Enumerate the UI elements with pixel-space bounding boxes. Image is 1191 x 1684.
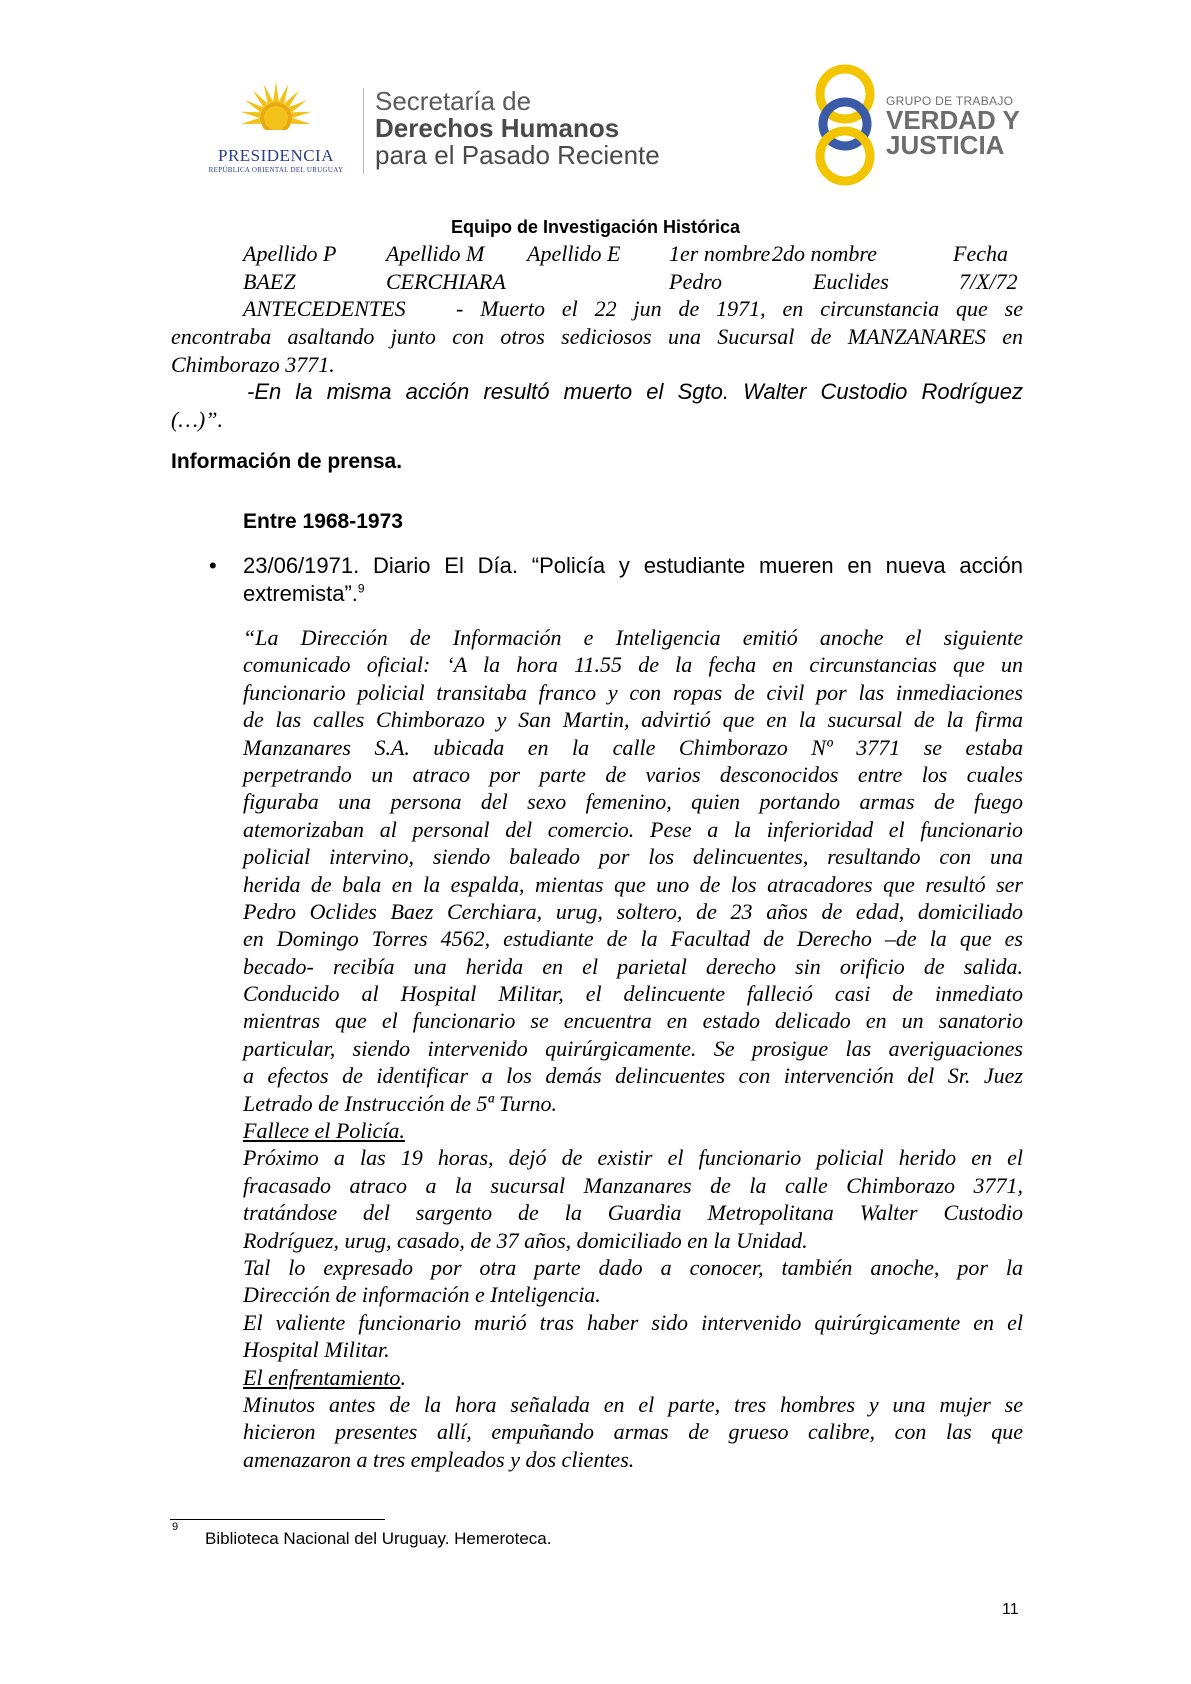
secretaria-line3: para el Pasado Reciente bbox=[375, 140, 660, 170]
quote-line: de las calles Chimborazo y San Martin, advirtió que en la sucursal de la firma bbox=[243, 707, 1023, 733]
antecedentes-line1: - Muerto el 22 jun de 1971, en circunstancia que se bbox=[456, 296, 1023, 321]
antecedentes-label: ANTECEDENTES bbox=[243, 296, 406, 321]
rings-icon bbox=[810, 62, 880, 187]
footnote-rule bbox=[170, 1519, 385, 1520]
gtvj-line1: VERDAD Y bbox=[886, 105, 1020, 135]
quote-line: tratándose del sargento de la Guardia Metropolitana Walter Custodio bbox=[243, 1200, 1023, 1226]
record-header-2: Apellido M bbox=[386, 241, 485, 266]
gtvj-label bbox=[886, 94, 1020, 158]
record-value-6: 7/X/72 bbox=[959, 269, 1018, 294]
quote-line: El valiente funcionario murió tras haber sido intervenido quirúrgicamente en el bbox=[243, 1309, 1023, 1335]
presidencia-subtitle: REPÚBLICA ORIENTAL DEL URUGUAY bbox=[208, 166, 344, 174]
quote-line: amenazaron a tres empleados y dos clientes. bbox=[243, 1446, 635, 1472]
bullet-line2 bbox=[243, 581, 365, 607]
quote-line: Próximo a las 19 horas, dejó de existir el funcionario policial herido en el bbox=[243, 1145, 1023, 1171]
quote-line: Conducido al Hospital Militar, el delincuente falleció casi de inmediato bbox=[243, 981, 1023, 1007]
quote-line: Tal lo expresado por otra parte dado a conocer, también anoche, por la bbox=[243, 1254, 1023, 1280]
record-value-1: BAEZ bbox=[243, 269, 296, 294]
quote-line: herida de bala en la espalda, mientas que uno de los atracadores que resultó ser bbox=[243, 871, 1023, 897]
secretaria-line2: Derechos Humanos bbox=[375, 113, 620, 143]
record-header-1: Apellido P bbox=[243, 241, 337, 266]
accion-line2: (…)”. bbox=[171, 407, 223, 432]
quote-line: Dirección de información e Inteligencia. bbox=[243, 1282, 601, 1308]
quote-line: perpetrando un atraco por parte de varios desconocidos entre los cuales bbox=[243, 761, 1023, 787]
presidencia-label: PRESIDENCIA bbox=[217, 146, 334, 165]
record-header-6: Fecha bbox=[953, 241, 1008, 266]
bullet-line2-text: extremista”. bbox=[243, 581, 358, 606]
section-title: Información de prensa. bbox=[171, 450, 403, 473]
record-value-5: Euclides bbox=[813, 269, 889, 294]
record-value-4: Pedro bbox=[669, 269, 722, 294]
quote-line: en Domingo Torres 4562, estudiante de la Facultad de Derecho –de la que es bbox=[243, 926, 1023, 952]
record-header-5: 2do nombre bbox=[772, 241, 877, 266]
page-number: 11 bbox=[1002, 1601, 1019, 1618]
quote-line: particular, siendo intervenido quirúrgicamente. Se prosigue las averiguaciones bbox=[243, 1035, 1023, 1061]
subhead-enfrentamiento-text: El enfrentamiento bbox=[243, 1364, 401, 1390]
gtvj-small: GRUPO DE TRABAJO bbox=[886, 94, 1014, 108]
antecedentes-line3: Chimborazo 3771. bbox=[171, 352, 335, 377]
bullet-symbol: • bbox=[209, 553, 217, 578]
footnote-number: 9 bbox=[172, 1521, 179, 1533]
footnote-ref: 9 bbox=[357, 581, 365, 596]
quote-line: becado- recibía una herida en el parietal derecho sin orificio de salida. bbox=[243, 953, 1023, 979]
secretaria-title bbox=[375, 88, 660, 169]
subsection-title: Entre 1968-1973 bbox=[243, 510, 403, 533]
quote-line: fracasado atraco a la sucursal Manzanares de la calle Chimborazo 3771, bbox=[243, 1172, 1023, 1198]
team-heading: Equipo de Investigación Histórica bbox=[450, 217, 741, 237]
presidencia-logo bbox=[196, 80, 356, 180]
quote-line: Letrado de Instrucción de 5ª Turno. bbox=[243, 1090, 558, 1116]
quote-line: mientras que el funcionario se encuentra en estado delicado en un sanatorio bbox=[243, 1008, 1023, 1034]
footnote-text: Biblioteca Nacional del Uruguay. Hemeroteca. bbox=[205, 1529, 552, 1548]
record-value-2: CERCHIARA bbox=[386, 269, 506, 294]
quote-line: hicieron presentes allí, empuñando armas de grueso calibre, con las que bbox=[243, 1419, 1023, 1445]
quote-line: atemorizaban al personal del comercio. Pese a la inferioridad el funcionario bbox=[243, 816, 1023, 842]
quote-line: policial intervino, siendo baleado por los delincuentes, resultando con una bbox=[243, 844, 1023, 870]
bullet-line1: 23/06/1971. Diario El Día. “Policía y estudiante mueren en nueva acción bbox=[243, 553, 1023, 578]
quote-line: figuraba una persona del sexo femenino, quien portando armas de fuego bbox=[243, 789, 1023, 815]
quote-line: Pedro Oclides Baez Cerchiara, urug, soltero, de 23 años de edad, domiciliado bbox=[243, 898, 1023, 924]
quote-line: Hospital Militar. bbox=[243, 1337, 390, 1363]
subhead-fallece: Fallece el Policía. bbox=[243, 1118, 405, 1144]
quote-line: Minutos antes de la hora señalada en el parte, tres hombres y una mujer se bbox=[243, 1391, 1023, 1417]
gtvj-line2: JUSTICIA bbox=[886, 130, 1005, 160]
header-divider bbox=[363, 88, 364, 174]
quote-line: a efectos de identificar a los demás delincuentes con intervención del Sr. Juez bbox=[243, 1063, 1023, 1089]
quote-line: “La Dirección de Información e Inteligencia emitió anoche el siguiente bbox=[243, 625, 1023, 650]
record-header-4: 1er nombre bbox=[669, 241, 771, 266]
sun-icon bbox=[196, 80, 356, 146]
record-header-3: Apellido E bbox=[527, 241, 621, 266]
quote-line: comunicado oficial: ‘A la hora 11.55 de la fecha en circunstancias que un bbox=[243, 652, 1023, 678]
subhead-enfrentamiento-dot: . bbox=[400, 1364, 406, 1390]
antecedentes-line2: encontraba asaltando junto con otros sediciosos una Sucursal de MANZANARES en bbox=[171, 324, 1023, 349]
accion-line1: -En la misma acción resultó muerto el Sgto. Walter Custodio Rodríguez bbox=[247, 379, 1023, 404]
subhead-enfrentamiento bbox=[243, 1364, 1023, 1391]
secretaria-line1: Secretaría de bbox=[375, 86, 532, 116]
quote-line: funcionario policial transitaba franco y con ropas de civil por las inmediaciones bbox=[243, 679, 1023, 705]
quote-block bbox=[243, 624, 1023, 1473]
quote-line: Rodríguez, urug, casado, de 37 años, domiciliado en la Unidad. bbox=[243, 1227, 808, 1253]
quote-line: Manzanares S.A. ubicada en la calle Chimborazo Nº 3771 se estaba bbox=[243, 734, 1023, 760]
